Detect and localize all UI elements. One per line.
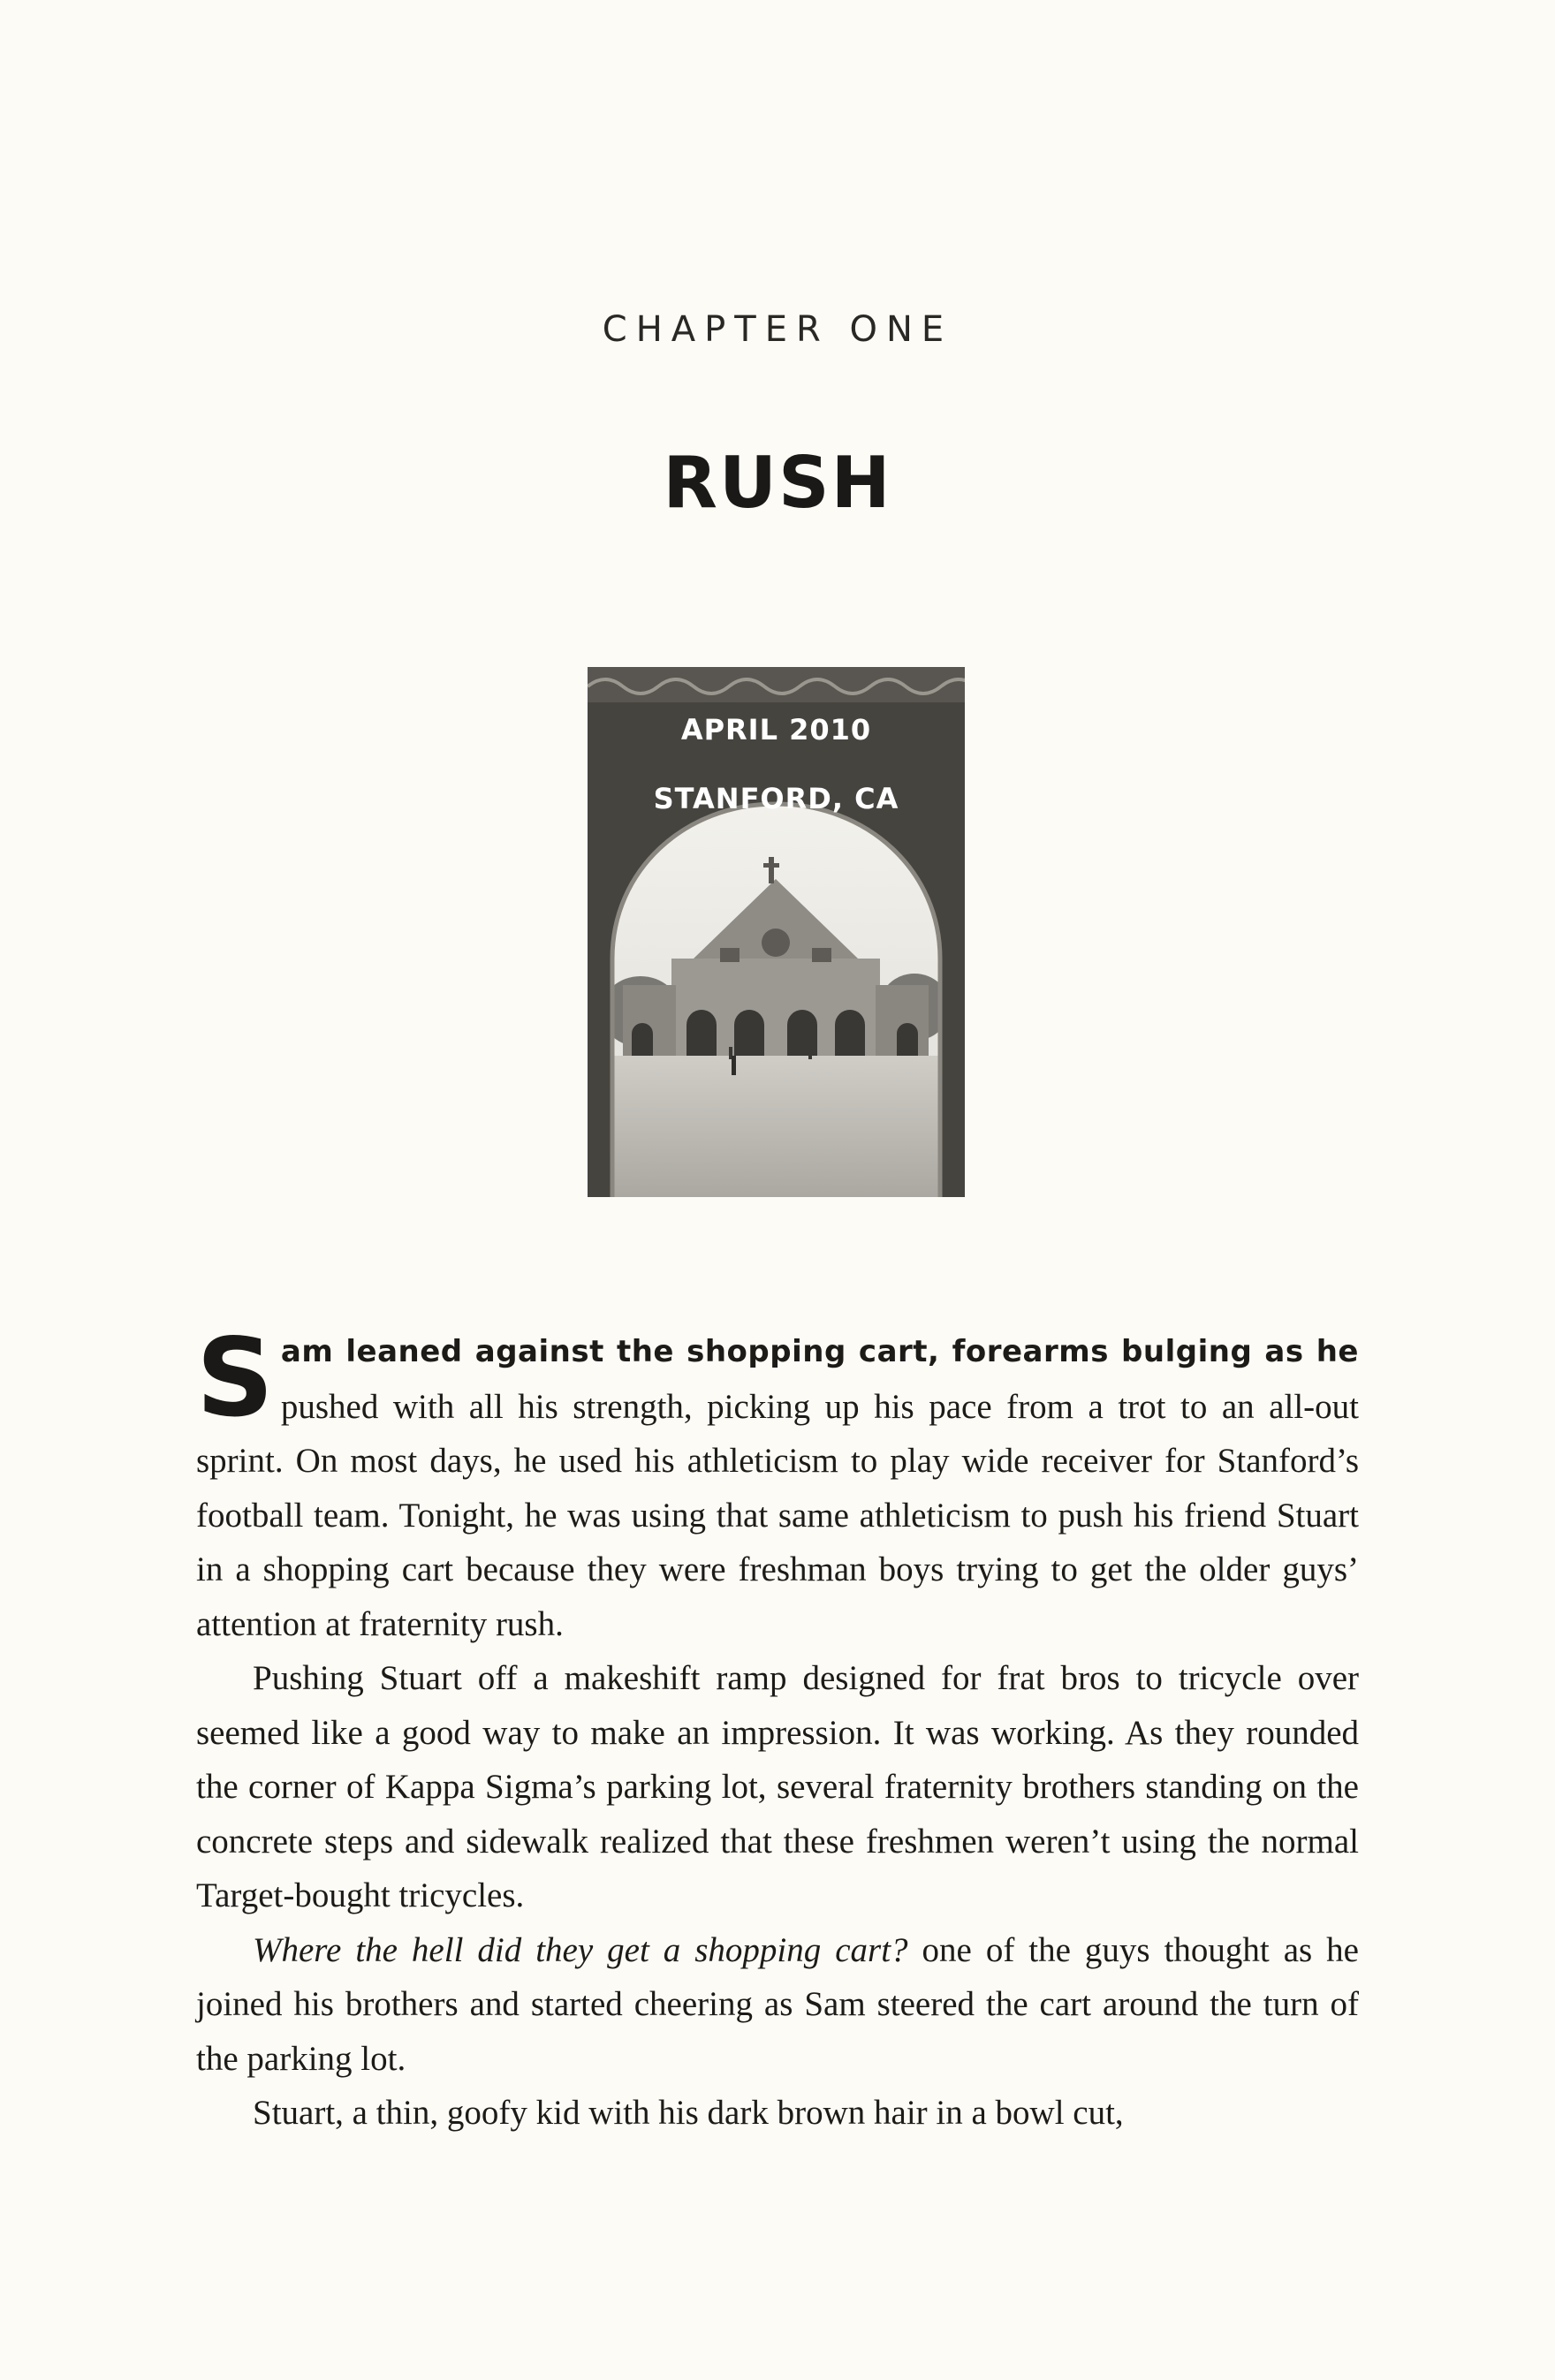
lead-in-text: am leaned against the shopping cart, forearms bulging as he [280, 1334, 1359, 1369]
paragraph-1 [196, 1315, 1359, 1651]
paragraph-3 [196, 1923, 1359, 2087]
chapter-number: CHAPTER ONE [602, 309, 953, 350]
chapter-photo [588, 667, 965, 1197]
drop-cap: S [196, 1315, 274, 1441]
italic-thought: Where the hell did they get a shopping cart? [253, 1930, 908, 1969]
paragraph-3-text: one of the guys thought as he joined his brothers and started cheering as Sam steered the cart around the turn of the parking lot. [196, 1930, 1359, 2078]
paragraph-2: Pushing Stuart off a makeshift ramp designed for frat bros to tricycle over seemed like a good way to make an impression. It was working. As they rounded the corner of Kappa Sigma’s parking lot, several fraternity brothers standing on the concrete steps and sidewalk realized that these freshmen weren’t using the normal Target-bought tricycles. [196, 1659, 1359, 1914]
chapter-title: RUSH [663, 442, 892, 524]
paragraph-4: Stuart, a thin, goofy kid with his dark brown hair in a bowl cut, [253, 2094, 1124, 2132]
photo-date-caption: APRIL 2010 [680, 713, 872, 747]
chapter-body [196, 1315, 1359, 2141]
photo-location-caption: STANFORD, CA [653, 782, 899, 815]
paragraph-1-text: pushed with all his strength, picking up his pace from a trot to an all-out sprint. On most days, he used his athleticism to play wide receiver for Stanford’s football team. Tonight, he was using that same athleticism to push his friend Stuart in a shopping cart because they were freshman boys trying to get the older guys’ attention at fraternity rush. [196, 1387, 1359, 1643]
stanford-church-illustration [588, 667, 965, 1197]
